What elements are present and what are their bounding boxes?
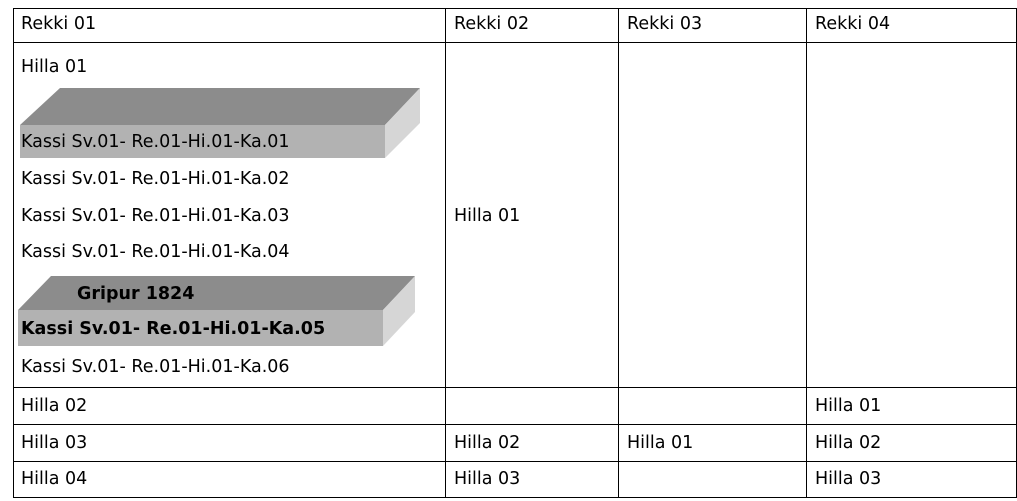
grid-line-col2-right	[618, 8, 619, 498]
rekki02-hilla02: Hilla 02	[454, 433, 521, 453]
rekki04-hilla01: Hilla 01	[815, 396, 882, 416]
gripur-label: Gripur 1824	[77, 284, 195, 304]
grid-line-col3-right	[806, 8, 807, 498]
grid-line-bottom	[13, 497, 1017, 498]
rekki02-hilla03: Hilla 03	[454, 469, 521, 489]
rekki04-hilla02: Hilla 02	[815, 433, 882, 453]
kassi-ka04: Kassi Sv.01- Re.01-Hi.01-Ka.04	[21, 242, 290, 262]
grid-line-row1-bottom	[13, 387, 1017, 388]
grid-line-header-bottom	[13, 42, 1017, 43]
header-rekki-01: Rekki 01	[21, 14, 97, 34]
rekki02-hilla01: Hilla 01	[454, 206, 521, 226]
header-rekki-03: Rekki 03	[627, 14, 703, 34]
rekki03-hilla01: Hilla 01	[627, 433, 694, 453]
kassi-ka01: Kassi Sv.01- Re.01-Hi.01-Ka.01	[21, 132, 290, 152]
kassi-ka03: Kassi Sv.01- Re.01-Hi.01-Ka.03	[21, 206, 290, 226]
rekki01-hilla01-label: Hilla 01	[21, 57, 88, 77]
header-rekki-02: Rekki 02	[454, 14, 530, 34]
kassi-ka02: Kassi Sv.01- Re.01-Hi.01-Ka.02	[21, 169, 290, 189]
rekki01-hilla04: Hilla 04	[21, 469, 88, 489]
rekki01-hilla02: Hilla 02	[21, 396, 88, 416]
rekki04-hilla03: Hilla 03	[815, 469, 882, 489]
grid-line-row2-bottom	[13, 424, 1017, 425]
shelf-box-ka01-top	[20, 88, 420, 125]
grid-line-top	[13, 8, 1017, 9]
kassi-ka06: Kassi Sv.01- Re.01-Hi.01-Ka.06	[21, 357, 290, 377]
grid-line-left	[13, 8, 14, 498]
grid-line-col1-right	[445, 8, 446, 498]
grid-line-row3-bottom	[13, 461, 1017, 462]
kassi-ka05: Kassi Sv.01- Re.01-Hi.01-Ka.05	[21, 319, 326, 339]
header-rekki-04: Rekki 04	[815, 14, 891, 34]
rekki01-hilla03: Hilla 03	[21, 433, 88, 453]
